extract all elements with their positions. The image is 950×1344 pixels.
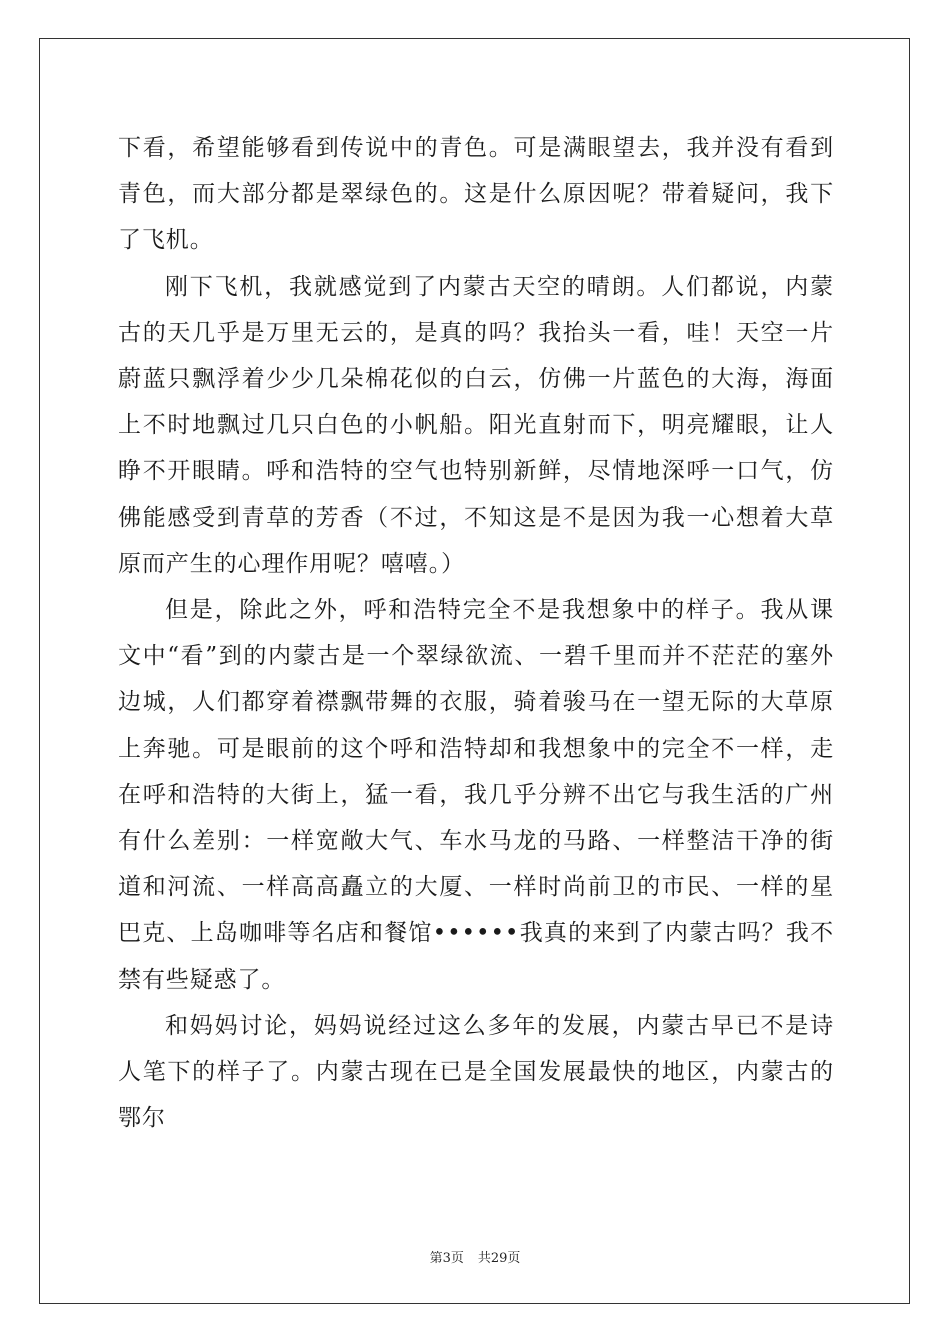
page-number: 第3页 [429,1251,464,1266]
document-body [118,125,834,1141]
paragraph-continuation: 下看，希望能够看到传说中的青色。可是满眼望去，我并没有看到青色，而大部分都是翠绿色的。这是什么原因呢？带着疑问，我下了飞机。 [118,135,834,254]
page-footer [0,1247,950,1266]
paragraph-city-impression: 但是，除此之外，呼和浩特完全不是我想象中的样子。我从课文中“看”到的内蒙古是一个翠绿欲流、一碧千里而并不茫茫的塞外边城，人们都穿着襟飘带舞的衣服，骑着骏马在一望无际的大草原上奔驰。可是眼前的这个呼和浩特却和我想象中的完全不一样，走在呼和浩特的大街上，猛一看，我几乎分辨不出它与我生活的广州有什么差别：一样宽敞大气、车水马龙的马路、一样整洁干净的街道和河流、一样高高矗立的大厦、一样时尚前卫的市民、一样的星巴克、上岛咖啡等名店和餐馆••••••我真的来到了内蒙古吗？我不禁有些疑惑了。 [118,597,834,993]
paragraph-arrival: 刚下飞机，我就感觉到了内蒙古天空的晴朗。人们都说，内蒙古的天几乎是万里无云的，是真的吗？我抬头一看，哇！天空一片蔚蓝只飘浮着少少几朵棉花似的白云，仿佛一片蓝色的大海，海面上不时地飘过几只白色的小帆船。阳光直射而下，明亮耀眼，让人睁不开眼睛。呼和浩特的空气也特别新鲜，尽情地深呼一口气，仿佛能感受到青草的芳香（不过，不知这是不是因为我一心想着大草原而产生的心理作用呢？嘻嘻。） [118,273,834,577]
paragraph-discussion: 和妈妈讨论，妈妈说经过这么多年的发展，内蒙古早已不是诗人笔下的样子了。内蒙古现在已是全国发展最快的地区，内蒙古的鄂尔 [118,1012,834,1132]
page-total: 共29页 [477,1251,521,1266]
